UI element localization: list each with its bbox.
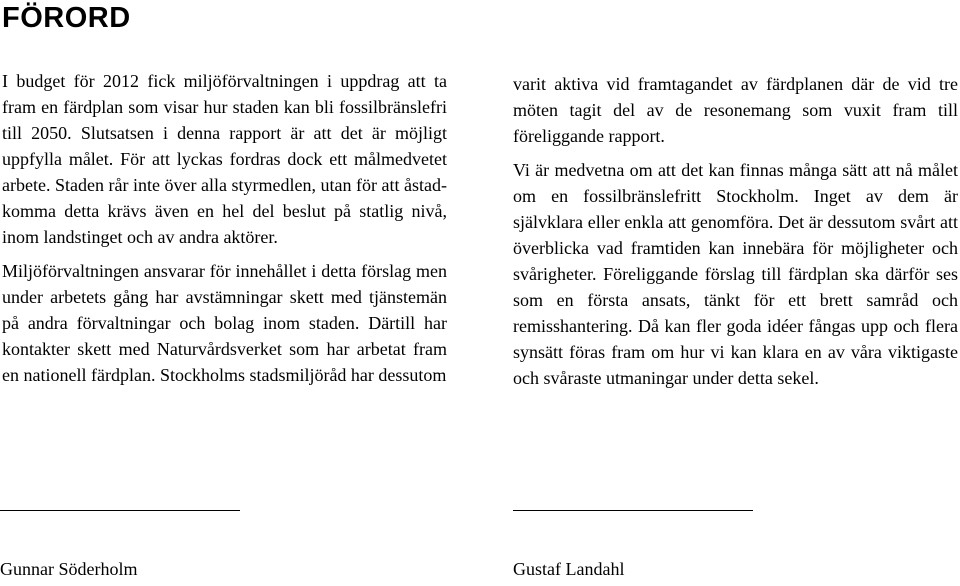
paragraph: I budget för 2012 fick miljöförvaltningen i uppdrag att ta fram en färdplan som visar hur staden kan bli fossilbränslefri till 2050. Slutsatsen i denna rapport är att det är möjligt uppfylla målet. För att lyckas fordras dock ett målmedvetet arbete. Staden rår inte över alla styrmedlen, utan för att åstadkomma detta krävs även en hel del beslut på statlig nivå, inom landstinget och av andra aktörer. xyxy=(2,71,447,247)
signature-block xyxy=(0,510,240,579)
page-title: FÖRORD xyxy=(2,2,131,34)
paragraph: Vi är medvetna om att det kan finnas många sätt att nå målet om en fossilbränslefritt Stockholm. Inget av dem är självklara eller enkla att genomföra. Det är dessutom svårt att överblicka vad framtiden kan innebära för möjligheter och svårigheter. Föreliggande förslag till färdplan ska därför ses som en första ansats, tänkt för ett brett samråd och remisshantering. Då kan fler goda idéer fångas upp och flera synsätt föras fram om hur vi kan klara en av våra viktigaste och svåraste utmaningar under detta sekel. xyxy=(513,160,958,388)
paragraph: varit aktiva vid framtagandet av färdplanen där de vid tre möten tagit del av de resonemang som vuxit fram till föreliggande rapport. xyxy=(513,74,958,146)
paragraph: Miljöförvaltningen ansvarar för innehållet i detta förslag men under arbetets gång har avstämningar skett med tjänstemän på andra förvaltningar och bolag inom staden. Därtill har kontakter skett med Naturvårdsverket som har arbetat fram en nationell färdplan. Stockholms stadsmiljöråd har dessutom xyxy=(2,261,447,385)
signature-block xyxy=(513,510,753,579)
left-text-column xyxy=(2,68,447,396)
signature-name: Gustaf Landahl xyxy=(513,559,625,579)
right-text-column xyxy=(513,71,958,399)
signature-name: Gunnar Söderholm xyxy=(0,559,138,579)
